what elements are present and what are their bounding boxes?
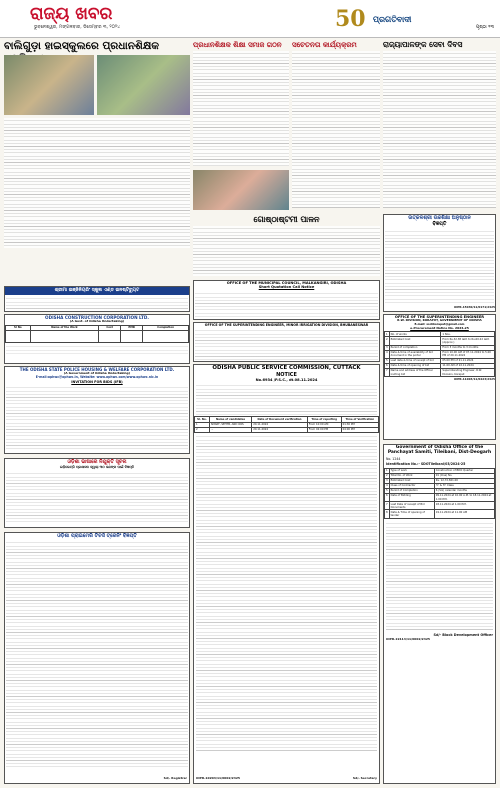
opsc-cell: SMART, SEHTB, AND ORS (209, 422, 251, 427)
ocl-tender (4, 314, 190, 364)
bdo-cell: Date of Bidding (389, 493, 434, 501)
bdo-cell: 6 (Six) calendar months (434, 488, 494, 493)
bdo-notice (383, 444, 496, 784)
bdo-row (385, 493, 495, 501)
pwd-cell: Date & time of opening of bid (389, 363, 441, 368)
ocl-subtitle: (A Govt. of Odisha Undertaking) (69, 319, 125, 324)
pwd-cell: 4 (385, 350, 390, 358)
gosthastami-body (193, 226, 380, 276)
training-notice-title: ଓଡ଼ିଶା ପ୍ରାଇମେରି ଟିଚର୍ସ ଟ୍ରେନିଂ ବିଜ୍ଞପ୍ତି (57, 533, 137, 539)
bdo-ref: OIPR-19114/11/0002/2425 (386, 636, 431, 641)
municipal-notice-type: Short Quotation Call Notice (258, 285, 315, 290)
newspaper-logo (335, 6, 445, 32)
bdo-cell: 2 (386, 474, 388, 478)
story2-headline: ପ୍ରଧାନଶିକ୍ଷକ ଶିକ୍ଷା ସମାଜ ଗଠନ (193, 40, 282, 49)
opsc-header-2: Date of Document verification (252, 417, 308, 422)
pwd-cell: From 10.00 AM of 07.11.2024 to 5.00 PM of 20.11.2024 (441, 350, 495, 358)
municipal-notice (193, 280, 380, 320)
gosthastami-story (193, 214, 380, 278)
opsc-title: ODISHA PUBLIC SERVICE COMMISSION, CUTTACK (212, 365, 361, 371)
page-number: ପୃଷ୍ଠା ୧୩ (475, 25, 494, 30)
ocl-footer-text (6, 344, 188, 356)
dept-notice-title: ଓଡ଼ିଶା ଭାଷାରେ ନିଯୁକ୍ତି ସୂଚନା (67, 459, 127, 465)
bdo-cell: 4 (386, 484, 388, 488)
masthead-date: ଭୁବନେଶ୍ୱର, ମଙ୍ଗଳବାର, ଡିସେମ୍ବର ୩, ୨୦୨୪ (34, 25, 120, 30)
dept-notice-sub: ଇଡ଼ିଲେଟ୍ରି ପ୍ରଶାସନ ଦ୍ୱାରା ୩୦ ଜଣଙ୍କ ପାଇଁ ବିଜ୍ଞପ୍ତି (59, 465, 135, 470)
ocl-header-2: Cost (99, 326, 121, 331)
bdo-cell: Type of work (389, 468, 434, 473)
opsc-cell: 01:30 PM (341, 422, 378, 427)
bdo-row (385, 502, 495, 510)
opsc-header-0: Sl. No. (195, 417, 210, 422)
utkal-notice-title: ଉତ୍କଳଶ୍ରୀ ଉଚ୍ଚଶିକ୍ଷା ଅନୁଷ୍ଠାନ (408, 215, 471, 221)
story3-headline: ସଚେତନତା କାର୍ଯ୍ୟକ୍ରମ (292, 40, 357, 49)
bdo-row (385, 510, 495, 518)
bdo-cell: 19.11.2024 at 11.00 AM (434, 510, 494, 518)
training-notice-signature: Sd/- Registrar (163, 776, 187, 781)
bdo-cell: 5 (386, 489, 388, 493)
story-2 (193, 40, 289, 168)
pwd-cell: Period of completion (389, 345, 441, 350)
bdo-table (384, 468, 495, 519)
story-4 (383, 40, 496, 210)
lead-story (4, 40, 190, 282)
opsc-intro (196, 383, 377, 415)
utkal-notice-heading: ବିଜ୍ଞପ୍ତି (432, 221, 447, 228)
lead-photo-1 (4, 55, 94, 115)
opsc-cell: From 10:00 AM (307, 422, 341, 427)
anniversary-badge: 50 (335, 6, 366, 32)
pwd-subtitle: R.W. DIVISION, KORAPUT, GOVERNMENT OF ODISHA (397, 318, 482, 323)
bdo-cell: 1 (386, 469, 388, 473)
opsc-cell: ... (209, 427, 251, 432)
bdo-cell: 7 (385, 502, 390, 510)
story3-body-text (292, 51, 380, 208)
opsc-cell: 2 (195, 427, 210, 432)
opsc-cell: 20.11.2024 (252, 427, 308, 432)
dept-notice (4, 458, 190, 528)
ospf-notice (4, 366, 190, 454)
bdo-cell: Rs. 12,72,821.00 (434, 478, 494, 483)
bdo-cell: Construction of BDO Quarter (434, 468, 494, 473)
bdo-identification: Identification No.:- SDOTileibani/03/2024-25 (386, 461, 466, 466)
masthead (0, 0, 500, 38)
engineering-ad (4, 286, 190, 312)
story4-headline: ରାଜ୍ୟାପାଳଙ୍କ ସେବା ଦିବସ (383, 40, 463, 49)
lead-photo-2 (97, 55, 190, 115)
ospf-notice: INVITATION FOR BIDS (IFB) (71, 379, 123, 384)
bdo-cell: Estimated Cost (389, 478, 434, 483)
opsc-cell: 20.11.2024 (252, 422, 308, 427)
pwd-cell: Name and address of the Officer inviting bid (389, 368, 441, 376)
opsc-signature: Sd/- Secretary (352, 776, 377, 781)
utkal-notice-ref: OIPR-15030/11/0171/2425 (453, 304, 495, 309)
pwd-cell: No. of works (389, 332, 441, 337)
pwd-row (385, 350, 495, 358)
utkal-notice-body (385, 229, 494, 305)
opsc-header-3: Time of reporting (307, 417, 341, 422)
utkal-notice (383, 214, 496, 312)
pwd-row (385, 368, 495, 376)
brand-name: ପ୍ରଗତିବାଦୀ (373, 15, 412, 24)
bdo-body-text (386, 521, 493, 631)
bdo-cell: Total No. of Work (389, 473, 434, 478)
story2-photo (193, 170, 289, 210)
pwd-cell: Last date & time of receipt of bid (389, 358, 441, 363)
bdo-cell: 09.11.2024 at 10.00 A.M. to 18.11.2024 at 1.00 P.M. (434, 493, 494, 501)
pwd-cell: Estimated Cost (389, 337, 441, 345)
opsc-header-1: Name of candidates (209, 417, 251, 422)
pwd-row (385, 337, 495, 345)
pwd-notice (383, 314, 496, 440)
opsc-table (194, 416, 379, 432)
pwd-cell: 7 (385, 368, 390, 376)
pwd-ref: OIPR-11003/11/0223/2425 (453, 377, 495, 382)
bdo-cell: 8 (385, 510, 390, 518)
opsc-cell: From 02:00 PM (307, 427, 341, 432)
bdo-title: Government of Odisha Office of the Panchayat Samiti, Tileibani, Dist-Deogarh (387, 445, 492, 456)
training-notice (4, 532, 190, 784)
municipal-notice-body (195, 291, 378, 319)
opsc-instructions (196, 434, 377, 752)
pwd-cell: Superintending Engineer, R.W. Division, Koraput (441, 368, 495, 376)
gosthastami-headline: ଗୋଷ୍ଠାଷ୍ଟମୀ ପାଳନ (253, 214, 320, 224)
pwd-cell: 2 (385, 337, 390, 345)
pwd-notice-no: e-Procurement Notice No. 2024-25 (410, 325, 469, 330)
bdo-signature: Sd/- Block Development Officer (433, 632, 493, 637)
pwd-cell: 6 (386, 364, 388, 368)
ospf-email: E-mail:ophwc@ophwc.in, Website: www.ophwc.com/www.ophwc.nic.in (35, 374, 159, 379)
ocl-header-3: EMD (121, 326, 143, 331)
bdo-number: No. 1244 (386, 456, 401, 461)
bdo-cell: 3 (386, 479, 388, 483)
bdo-cell: Period of Completion (389, 488, 434, 493)
pwd-cell: 3 (386, 346, 388, 349)
engineering-ad-body (6, 296, 188, 312)
bdo-cell: 01 (One) No. (434, 473, 494, 478)
opsc-ref: OIPR-10204/11/0002/2425 (196, 776, 241, 781)
ospf-title: THE ODISHA STATE POLICE HOUSING & WELFARE CORPORATION LTD. (19, 367, 175, 372)
se-notice (193, 322, 380, 362)
lead-body-text (4, 118, 190, 248)
pwd-cell: Date & time of availability of bid document in the portal (389, 350, 441, 358)
ocl-table (5, 325, 189, 343)
pwd-cell: 5 (386, 359, 388, 363)
opsc-notice (193, 364, 380, 784)
pwd-cell: 05.00 PM of 21.11.2024 (441, 358, 495, 363)
engineering-ad-title: ଶ୍ରୀମା ଇଞ୍ଜିନିୟରିଂ ସ୍କୁଲ ଏଣ୍ଡ ଇନଷ୍ଟିଚ୍ୟୁଟ (5, 287, 189, 295)
ocl-header-1: Name of the Work (30, 326, 98, 331)
pwd-email: E-mail: ssdrkoraput@gmail.com (414, 322, 465, 327)
ocl-header-4: Completion (143, 326, 189, 331)
pwd-cell: 1 Nos. (441, 332, 495, 337)
pwd-cell: 1 (386, 332, 388, 336)
opsc-row (195, 427, 379, 432)
se-notice-title: OFFICE OF THE SUPERINTENDING ENGINEER, MINOR IRRIGATION DIVISION, BHUBANESWAR (204, 323, 369, 327)
bdo-cell: Last Date of receipt of Bid Documents (389, 502, 434, 510)
pwd-cell: From 3 months to 3 months (441, 345, 495, 350)
training-notice-body (6, 540, 188, 770)
pwd-cell: 11.00 AM of 22.11.2024 (441, 363, 495, 368)
section-title: ରାଜ୍ୟ ଖବର (30, 4, 113, 24)
bdo-cell: Class of Contractor (389, 483, 434, 488)
bdo-cell: 6 (385, 493, 390, 501)
municipal-notice-title: OFFICE OF THE MUNICIPAL COUNCIL, MALKANGIRI, ODISHA (226, 281, 347, 285)
story2-body-text (193, 51, 289, 166)
se-notice-body (195, 328, 378, 360)
bdo-cell: 'C' & 'D' Class (434, 483, 494, 488)
ocl-title: ODISHA CONSTRUCTION CORPORATION LTD. (45, 315, 149, 320)
story-3 (292, 40, 380, 210)
pwd-table (384, 331, 495, 377)
story4-body-text (383, 51, 496, 208)
opsc-header-4: Time of Verification (341, 417, 378, 422)
pwd-title: OFFICE OF THE SUPERINTENDING ENGINEER (394, 315, 485, 319)
ocl-header-0: Sl No (6, 326, 31, 331)
dept-notice-body (6, 471, 188, 523)
opsc-cell: 1 (195, 422, 210, 427)
pwd-cell: From Rs.32.38 lakh to Rs.60.22 lakh (Approx.) (441, 337, 495, 345)
opsc-heading: NOTICE (276, 371, 297, 378)
opsc-number: No.6934 /P.S.C., dt.08.11.2024 (255, 378, 318, 382)
ospf-table (6, 385, 188, 449)
bdo-cell: Date & Time of opening of tender (389, 510, 434, 518)
ospf-subtitle: (A Government of Odisha Undertaking) (63, 371, 131, 375)
bdo-cell: 18.11.2024 at 1.00 P.M. (434, 502, 494, 510)
opsc-cell: 04:00 PM (341, 427, 378, 432)
lead-headline: ବାଲିଗୁଡ଼ା ହାଇସ୍କୁଲରେ ପ୍ରଧାନଶିକ୍ଷକ (4, 40, 160, 52)
